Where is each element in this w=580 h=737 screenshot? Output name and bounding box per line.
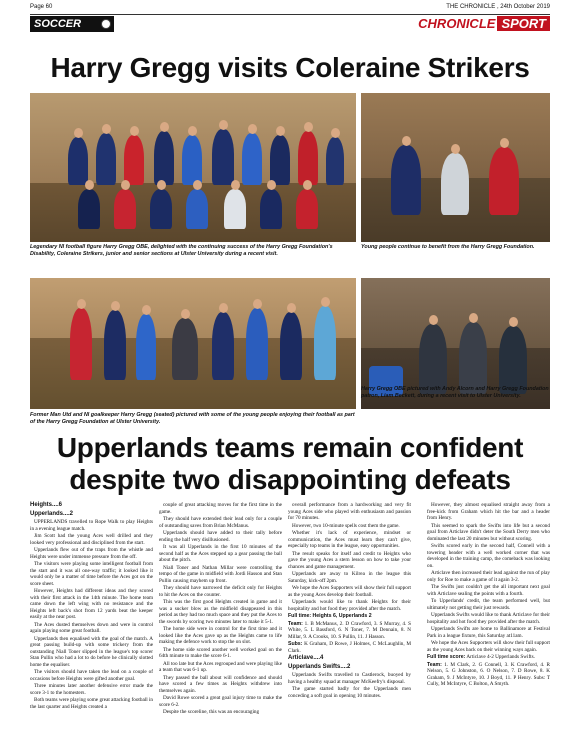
edition-date: THE CHRONICLE , 24th October 2019 bbox=[446, 4, 550, 10]
article-paragraph: They should have extended their lead only for a couple of outstanding saves from Brian McManus. bbox=[159, 516, 282, 529]
person-figure bbox=[78, 189, 100, 229]
person-figure bbox=[212, 312, 234, 380]
article-paragraph: The home side were in control for the first time and it looked like the Aces gave up as the Heights came to life making the defence work to stop the on slot. bbox=[159, 626, 282, 645]
masthead bbox=[30, 16, 550, 34]
article-headline-line2: despite two disappointing defeats bbox=[69, 464, 511, 495]
photo-team-group bbox=[30, 93, 356, 242]
team-line-label: Full time score: bbox=[427, 654, 466, 660]
section-label-text: SOCCER bbox=[34, 18, 82, 30]
article-column-1 bbox=[30, 502, 153, 711]
article-paragraph: The game started badly for the Upperlands men conceding a soft goal in opening 10 minutes. bbox=[288, 686, 411, 699]
article-paragraph: Upperlands are away to Kilrea in the league this Saturday, kick-off 2pm. bbox=[288, 571, 411, 584]
person-figure bbox=[441, 153, 469, 215]
person-figure bbox=[242, 133, 262, 185]
person-figure bbox=[154, 131, 174, 185]
article-paragraph: Upperlands would like to thank Heights for their hospitality and hot food they provided after the match. bbox=[288, 599, 411, 612]
person-figure bbox=[68, 137, 88, 185]
article-paragraph: Despite the scoreline, this was an encouraging bbox=[163, 709, 260, 715]
caption-photo-harry-gregg-young-players: Former Man Utd and NI goalkeeper Harry Gregg (seated) pictured with some of the young people enjoying their football as part of the Harry Gregg Foundation at Ulster University. bbox=[30, 412, 355, 425]
person-figure bbox=[298, 131, 318, 185]
article-paragraph: Upperlands Swifts would like to thank Articlave for their hospitality and hot food they provided after the match. bbox=[427, 612, 550, 625]
article-paragraph: Swifts scored early in the second half, Connell with a towering header with a well worked corner that was developed in the training camp, the comeback was looking on. bbox=[427, 543, 550, 569]
team-line-label: Team: bbox=[427, 661, 442, 668]
article-paragraph: Whether it's lack of experience, mindset or communication, the Aces must learn they can't give, especially top teams in the league, easy opportunities. bbox=[288, 530, 411, 549]
score-heading: Upperlands....2 bbox=[30, 510, 74, 517]
article-paragraph: The Swifts just couldn't get the all important next goal with Articlave sealing the points with a fourth. bbox=[427, 584, 550, 597]
article-paragraph: Upperlands flew out of the traps from the whistle and Heights were under immense pressure from the off. bbox=[30, 547, 153, 560]
article-paragraph: The visitors were playing some intelligent football from the start and it was all one-way traffic; it looked like it would only be a matter of time before the Aces got on the score sheet. bbox=[30, 561, 153, 587]
article-paragraph: Upperlands should have added to their tally before ending the half very disillusioned. bbox=[159, 530, 282, 543]
article-paragraph: They passed the ball about will confidence and should have scored a few times as Heights withdrew into themselves again. bbox=[159, 674, 282, 694]
team-line-text: Articlave 4-2 Upperlands Swifts. bbox=[465, 654, 535, 660]
article-paragraph: Jim Scott had the young Aces well drilled and they looked very professional and disciplined from the start. bbox=[30, 533, 153, 546]
football-icon bbox=[101, 19, 111, 29]
person-figure bbox=[212, 129, 234, 185]
person-figure bbox=[150, 189, 172, 229]
caption-photo-team-group: Legendary NI football figure Harry Gregg OBE, delighted with the continuing success of the Harry Gregg Foundation's Disability, Coleraine Strikers, junior and senior sections at Ulster University during a recent visit. bbox=[30, 244, 333, 257]
score-heading: Upperlands Swifts....2 bbox=[288, 663, 351, 670]
person-figure bbox=[391, 145, 421, 215]
person-figure bbox=[326, 137, 344, 185]
person-figure bbox=[114, 189, 136, 229]
article-paragraph: The home side scored another well worked goal on the 64th minute to make the score 6-1. bbox=[159, 646, 282, 659]
team-line-text: 1. B McManus, 2. D Crawford, 3. S Murray, 4. S White, 5. L Bassford, 6. N Toner, 7. M Dennain, 8. N Millar, 9. A Crooks, 10. S Pullin, 11. J Hasson. bbox=[288, 620, 411, 640]
person-figure bbox=[499, 326, 527, 394]
article-paragraph: David Rowe scored a great goal injury time to make the score 6-2. bbox=[159, 695, 282, 708]
brand-logo bbox=[418, 16, 550, 32]
article-paragraph: Niall Toner and Nathan Millar were controlling the tempo of the game in midfield with Jordi Hasson and Stan Pullin causing mayhem up front. bbox=[159, 564, 282, 584]
person-figure bbox=[124, 135, 144, 185]
person-figure bbox=[182, 135, 202, 185]
section-label bbox=[30, 16, 114, 32]
person-figure bbox=[186, 189, 208, 229]
article-paragraph: couple of great attacking moves for the first time in the game. bbox=[159, 502, 282, 515]
caption-photo-young-people: Young people continue to benefit from the Harry Gregg Foundation. bbox=[361, 244, 535, 250]
article-paragraph: The Aces dusted themselves down and were in control again playing some great football. bbox=[30, 621, 153, 634]
article-paragraph: Articlave then increased their lead against the run of play only for Roe to make a game of it again 3-2. bbox=[427, 570, 550, 583]
team-line-label: Team: bbox=[288, 620, 303, 627]
person-figure bbox=[314, 306, 336, 380]
article-paragraph: They should have narrowed the deficit only for Heights to hit the Aces on the counter. bbox=[159, 585, 282, 598]
article-column-4 bbox=[427, 502, 550, 689]
person-figure bbox=[280, 312, 302, 380]
person-figure bbox=[419, 324, 447, 394]
article-paragraph: However, two 10-minute spells cost them the game. bbox=[292, 522, 400, 529]
article-paragraph: To Upperlands' credit, the team performed well, but ultimately not getting their just rewards. bbox=[427, 598, 550, 611]
article-paragraph: It was all Upperlands in the first 10 minutes of the second half as the Aces stepped up a gear passing the ball about the pitch. bbox=[159, 544, 282, 563]
team-line-text: 1. M Clark, 2. G Connell, 3. K Crawford, 4. R Nelson, 5. G Johnston, 6. O Nelson, 7. D Rowe, 8. K Graham, 9. J McIntyre, 10. J Boyd, 11. P Henry. Subs: T Cully, M McIntyre, C Bolton, A Smyth. bbox=[427, 661, 550, 687]
team-line bbox=[427, 654, 550, 661]
article-headline bbox=[30, 432, 550, 496]
person-figure bbox=[270, 135, 290, 185]
main-headline: Harry Gregg visits Coleraine Strikers bbox=[50, 52, 530, 83]
person-figure bbox=[172, 318, 198, 380]
person-figure bbox=[136, 314, 156, 380]
article-paragraph: This was the first good Heights created in game and it was a sucker blow as the midfield disappeared in this period as they had too much space and they put the Aces to the swords by scoring two minutes later to make it 5-1. bbox=[159, 599, 282, 625]
article-paragraph: However, they almost equalised straight away from a free-kick from Graham which hit the bar and a header from Henry. bbox=[427, 502, 550, 521]
brand-tag: SPORT bbox=[497, 16, 550, 31]
article-paragraph: Both teams were playing some great attacking football in the last quarter and Heights created a bbox=[30, 697, 153, 710]
team-line-text: K Graham, D Rowe, J Holmes, C McLaughlin, M Clark. bbox=[288, 641, 411, 654]
article-paragraph: We hope the Aces Supporters will show their full support as the young Aces back on their winning ways again. bbox=[427, 640, 550, 653]
person-figure bbox=[224, 189, 246, 229]
team-line-label: Subs: bbox=[288, 641, 303, 647]
top-rule bbox=[30, 14, 550, 15]
brand-name: CHRONICLE bbox=[418, 16, 496, 31]
team-line bbox=[427, 662, 550, 688]
person-figure bbox=[459, 322, 487, 394]
person-figure bbox=[260, 189, 282, 229]
score-heading: Heights....6 bbox=[30, 502, 63, 508]
article-paragraph: The result speaks for itself and credit to Heights who gave the young Aces a stern lesson on how to take your chances and game management. bbox=[288, 550, 411, 570]
article-paragraph: Upperlands Swifts are home to Ballinamore at Festival Park in a league fixture, this Saturday at11am. bbox=[427, 626, 550, 639]
article-paragraph: overall performance from a hardworking and very fit young Aces side who played with enthusiasm and passion for 70 minutes. bbox=[288, 502, 411, 521]
person-figure bbox=[246, 308, 268, 380]
person-figure bbox=[70, 308, 92, 380]
person-figure bbox=[489, 147, 519, 215]
article-paragraph: Three minutes later another defensive error made the score 3-1 to the homesters. bbox=[30, 683, 153, 696]
team-line bbox=[288, 621, 411, 641]
person-figure bbox=[104, 310, 126, 380]
article-headline-line1: Upperlands teams remain confident bbox=[56, 432, 524, 463]
article-paragraph: Upperlands Swifts travelled to Castlerock, buoyed by having a healthy squad at manager McKeefry's disposal. bbox=[288, 672, 411, 685]
score-heading: Articlave....4 bbox=[288, 655, 324, 661]
caption-photo-harry-gregg-patrons: Harry Gregg OBE pictured with Andy Alcorn and Harry Gregg Foundation patron, Liam Beckett, during a recent visit to Ulster University. bbox=[361, 386, 549, 399]
article-paragraph: The visitors should have taken the lead on a couple of occasions before Heights were gifted another goal. bbox=[30, 669, 153, 682]
team-line bbox=[288, 641, 411, 654]
page-number: Page 60 bbox=[30, 4, 53, 10]
article-column-2 bbox=[159, 502, 282, 717]
result-heading: Full time: Heights 6, Upperlands 2 bbox=[288, 613, 372, 619]
article-paragraph: This seemed to spark the Swifts into life but a second goal from Articlave didn't deter the South Derry men who dominated the last 20 minutes but without scoring. bbox=[427, 522, 550, 542]
article-column-3 bbox=[288, 502, 411, 700]
article-paragraph: We hope the Aces Supporters will show their full support as the young Aces develop their football. bbox=[288, 585, 411, 598]
article-paragraph: UPPERLANDS travelled to Rope Walk to play Heights in a evening league match. bbox=[30, 519, 153, 532]
person-figure bbox=[296, 189, 318, 229]
person-figure bbox=[96, 133, 116, 185]
article-paragraph: All too late but the Aces regrouped and were playing like a team that was 6-1 up. bbox=[159, 660, 282, 673]
photo-young-people bbox=[361, 93, 550, 242]
article-paragraph: Upperlands then equalised with the goal of the match. A great passing build-up with some trickery from the outstanding Niall Toner slipped in the league's top scorer Stan Pullin who had a lot to do before he clinically slotted home the equaliser. bbox=[30, 635, 153, 668]
photo-harry-gregg-young-players bbox=[30, 278, 356, 409]
article-paragraph: However, Heights had different ideas and they scored with their first attack in the 14th minute. The home team came down the left wing with no resistance and the Heights left back's shot from 12 yards beat the keeper easily at the near post. bbox=[30, 588, 153, 620]
page-folio bbox=[30, 4, 550, 14]
